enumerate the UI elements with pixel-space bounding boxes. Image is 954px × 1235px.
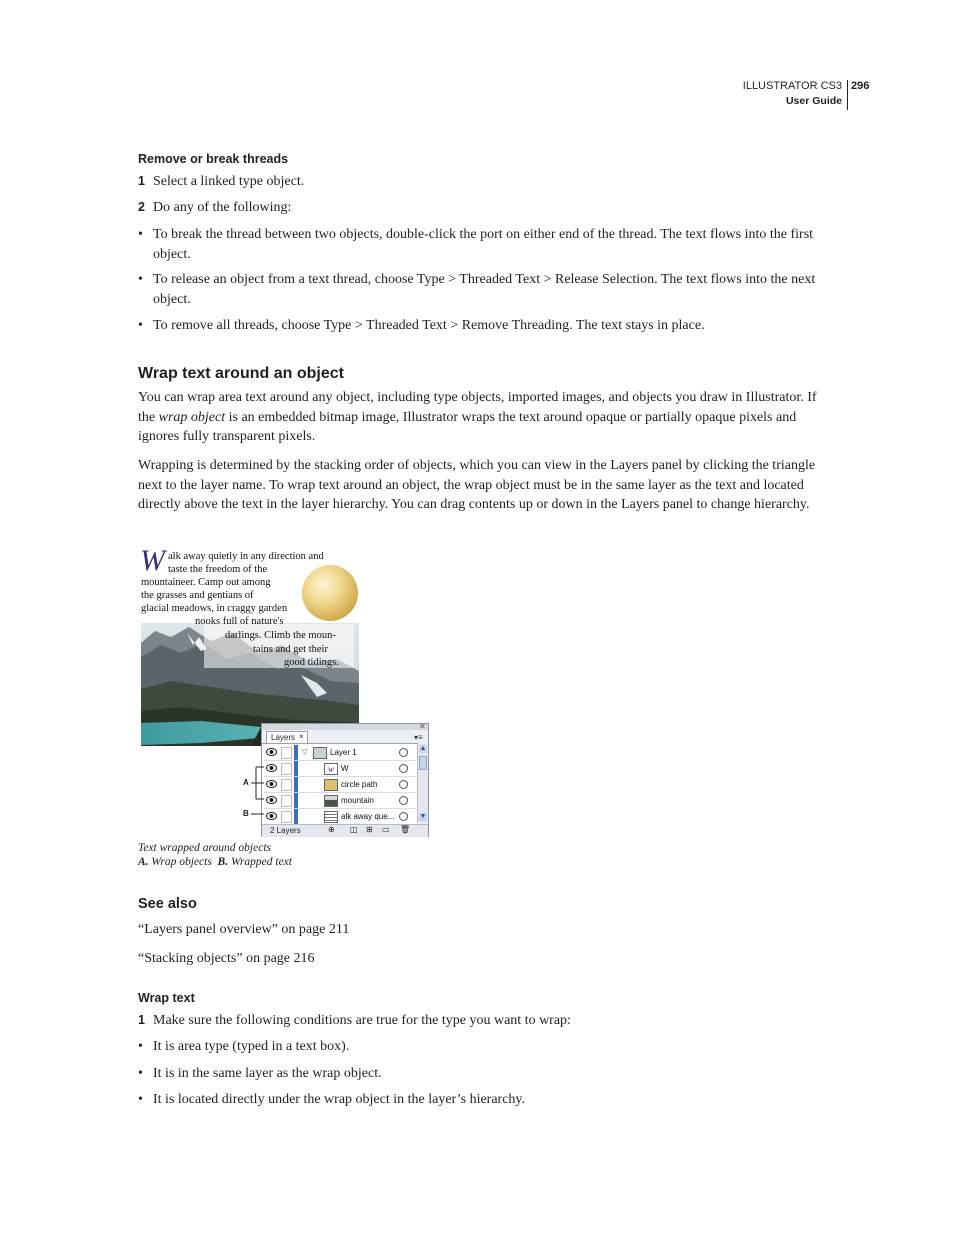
step-1 [138, 1011, 818, 1031]
locate-object-icon[interactable]: ⊕ [328, 825, 335, 834]
new-sublayer-icon[interactable]: ⊞ [366, 825, 373, 834]
bullet-mark: • [138, 1039, 143, 1054]
paragraph-stacking-order: Wrapping is determined by the stacking order of objects, which you can view in the Layers panel by clicking the triangle next to the layer name. To wrap text around an object, the wrap object must be in the same layer as the text and located directly above the text in the layer hierarchy. You can drag contents up or down in the Layers panel to change hierarchy. [138, 458, 816, 512]
bullet-item [138, 1037, 818, 1057]
circle-thumbnail-icon [324, 779, 338, 791]
step-1 [138, 172, 818, 192]
target-icon[interactable] [399, 812, 408, 821]
heading-wrap-text: Wrap text [138, 991, 195, 1005]
callout-label-b: B [243, 809, 249, 818]
bullet-mark: • [138, 227, 143, 242]
product-name: ILLUSTRATOR CS3 [742, 80, 842, 92]
wrapped-line: the grasses and gentians of [141, 590, 254, 601]
panel-footer [262, 824, 428, 837]
emphasis-wrap-object: wrap object [158, 409, 226, 425]
layer-row[interactable] [264, 777, 416, 793]
lock-toggle[interactable] [281, 795, 292, 807]
bullet-item [138, 316, 818, 336]
layer-name: alk away que... [341, 812, 395, 821]
lock-toggle[interactable] [281, 811, 292, 823]
page-number: 296 [851, 80, 870, 92]
callout-lines [250, 762, 270, 822]
scroll-up-icon[interactable]: ▲ [419, 745, 427, 752]
header-divider [847, 80, 848, 110]
layer-color-bar [294, 777, 298, 792]
step-number: 1 [138, 1013, 145, 1027]
target-icon[interactable] [399, 796, 408, 805]
eye-icon[interactable] [266, 747, 277, 757]
new-layer-icon[interactable]: ▭ [382, 825, 390, 834]
tab-label: Layers [271, 733, 296, 742]
wrapped-line: alk away quietly in any direction and [168, 551, 324, 562]
layer-color-bar [294, 809, 298, 824]
panel-titlebar [262, 724, 428, 730]
circle-object [302, 565, 358, 621]
tab-close-icon[interactable]: × [299, 732, 304, 741]
wrapped-line: good tidings. [284, 657, 339, 668]
step-2 [138, 198, 818, 218]
heading-see-also: See also [138, 896, 197, 912]
mountain-thumbnail-icon [324, 795, 338, 807]
panel-menu-icon[interactable]: ▾≡ [414, 733, 423, 742]
bullet-item [138, 1064, 818, 1084]
target-icon[interactable] [399, 764, 408, 773]
caption-key-b: B. [217, 856, 229, 868]
figure-caption-title: Text wrapped around objects [138, 842, 271, 854]
link-stacking-objects[interactable]: “Stacking objects” on page 216 [138, 951, 315, 966]
tab-layers[interactable] [266, 731, 308, 743]
figure-caption-legend: A. Wrap objects B. Wrapped text [138, 856, 292, 868]
wrapped-line: taste the freedom of the [168, 564, 268, 575]
layer-count: 2 Layers [270, 826, 301, 835]
bullet-text: It is area type (typed in a text box). [153, 1039, 350, 1054]
layers-list [262, 743, 418, 824]
layer-color-bar [294, 745, 298, 760]
layer-name: mountain [341, 796, 374, 805]
scroll-thumb[interactable] [419, 756, 427, 770]
callout-label-a: A [243, 778, 249, 787]
wrapped-line: nooks full of nature's [195, 616, 284, 627]
bullet-mark: • [138, 272, 143, 287]
bullet-text: To remove all threads, choose Type > Threaded Text > Remove Threading. The text stays in place. [153, 318, 705, 333]
running-header [640, 79, 842, 109]
drop-cap: W [140, 544, 165, 577]
wrapped-line: tains and get their [253, 644, 328, 655]
guide-name: User Guide [785, 95, 842, 107]
step-number: 2 [138, 200, 145, 214]
bullet-item [138, 270, 818, 307]
bullet-mark: • [138, 318, 143, 333]
target-icon[interactable] [399, 780, 408, 789]
layer-name: circle path [341, 780, 378, 789]
bullet-text: To release an object from a text thread, choose Type > Threaded Text > Release Selection. The text flows into the next object. [153, 272, 816, 307]
layer-row[interactable] [264, 793, 416, 809]
heading-remove-threads: Remove or break threads [138, 152, 289, 166]
text-thumbnail-icon [324, 811, 338, 823]
panel-close-icon[interactable]: ✕ [419, 722, 426, 731]
layers-panel [261, 723, 429, 837]
link-layers-panel-overview[interactable]: “Layers panel overview” on page 211 [138, 922, 350, 937]
lock-toggle[interactable] [281, 763, 292, 775]
paragraph-wrap-intro: You can wrap area text around any object, including type objects, imported images, and objects you draw in Illustrator. If the wrap object is an embedded bitmap image, Illustrator wraps the text around opaque or partially opaque pixels and ignores fully transparent pixels. [138, 390, 817, 444]
layer-row[interactable] [264, 809, 416, 825]
scroll-down-icon[interactable]: ▼ [419, 813, 427, 820]
delete-icon[interactable]: 🗑 [400, 825, 411, 834]
panel-scrollbar[interactable] [417, 744, 428, 823]
layer-row[interactable] [264, 761, 416, 777]
layer-name: Layer 1 [330, 748, 357, 757]
lock-toggle[interactable] [281, 747, 292, 759]
caption-key-a: A. [138, 856, 149, 868]
make-clipping-mask-icon[interactable]: ◫ [350, 825, 358, 834]
bullet-text: To break the thread between two objects, double-click the port on either end of the thread. The text flows into the first object. [153, 227, 814, 262]
wrapped-line: mountaineer. Camp out among [141, 577, 271, 588]
w-thumbnail-icon: w [324, 763, 338, 775]
step-text: Select a linked type object. [153, 174, 305, 189]
bullet-mark: • [138, 1066, 143, 1081]
bullet-text: It is located directly under the wrap object in the layer’s hierarchy. [153, 1092, 526, 1107]
layer-color-bar [294, 761, 298, 776]
bullet-mark: • [138, 1092, 143, 1107]
triangle-expand-icon[interactable]: ▽ [302, 749, 308, 756]
heading-wrap-section: Wrap text around an object [138, 365, 344, 382]
layer-name: W [341, 764, 349, 773]
bullet-item [138, 225, 818, 262]
bullet-text: It is in the same layer as the wrap object. [153, 1066, 382, 1081]
wrapped-line: glacial meadows, in craggy garden [141, 603, 288, 614]
layer-color-bar [294, 793, 298, 808]
wrapped-line: darlings. Climb the moun- [225, 630, 336, 641]
target-icon[interactable] [399, 748, 408, 757]
layer-row[interactable] [264, 745, 416, 761]
step-number: 1 [138, 174, 145, 188]
layer-thumbnail [313, 747, 327, 759]
step-text: Make sure the following conditions are true for the type you want to wrap: [153, 1013, 571, 1028]
bullet-item [138, 1090, 818, 1110]
lock-toggle[interactable] [281, 779, 292, 791]
step-text: Do any of the following: [153, 200, 292, 215]
